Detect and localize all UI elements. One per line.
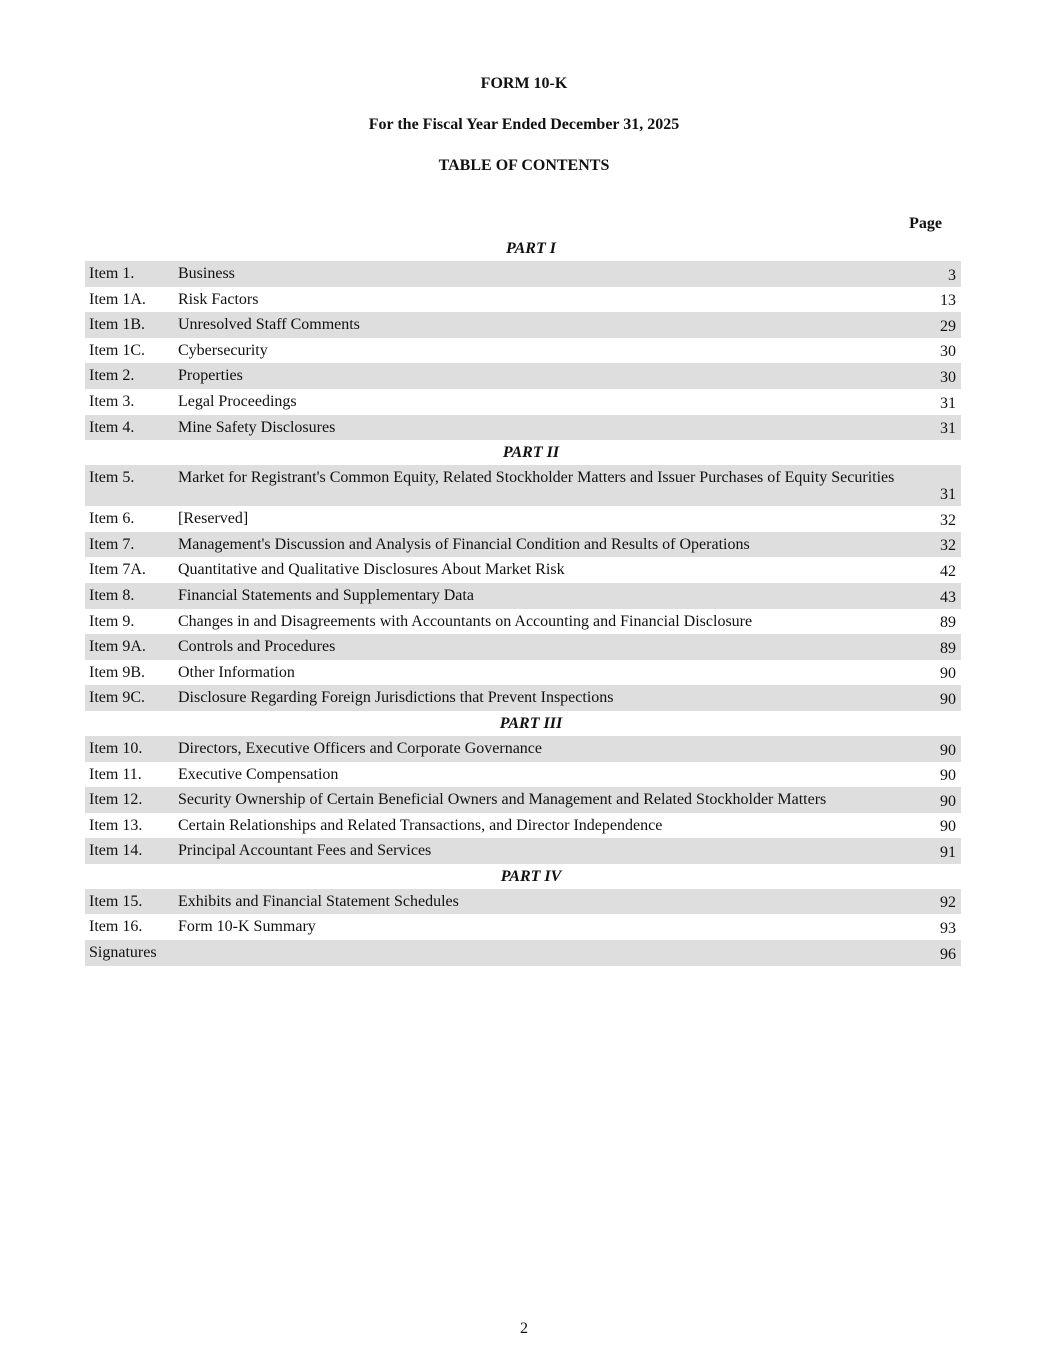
- toc-row-item-7a[interactable]: [85, 557, 961, 583]
- toc-row-item-10[interactable]: [85, 736, 961, 762]
- item-number: Item 3.: [89, 392, 135, 410]
- toc-row-item-12[interactable]: [85, 787, 961, 813]
- part-heading-1: PART I: [506, 240, 556, 257]
- toc-row-item-7[interactable]: [85, 532, 961, 558]
- item-number: Item 9.: [89, 612, 135, 630]
- item-number: Item 13.: [89, 816, 143, 834]
- toc-row-item-9c[interactable]: [85, 685, 961, 711]
- item-title[interactable]: Directors, Executive Officers and Corporate Governance: [178, 739, 542, 757]
- item-number: Item 6.: [89, 510, 135, 528]
- part-heading-4: PART IV: [500, 867, 562, 885]
- item-number: Item 1.: [89, 265, 135, 282]
- item-page: 3: [948, 266, 956, 284]
- item-number: Item 5.: [89, 469, 135, 487]
- item-page: 29: [940, 317, 956, 335]
- fiscal-year-heading: For the Fiscal Year Ended December 31, 2025: [368, 116, 680, 133]
- toc-row-item-11[interactable]: [85, 762, 961, 788]
- toc-row-item-1[interactable]: [85, 261, 961, 287]
- item-number: Item 1B.: [89, 316, 145, 334]
- item-number: Item 2.: [89, 367, 135, 385]
- toc-row-item-3[interactable]: [85, 389, 961, 415]
- item-page: 31: [940, 420, 956, 438]
- toc-row-item-13[interactable]: [85, 813, 961, 839]
- item-page: 92: [940, 894, 956, 912]
- item-title[interactable]: Changes in and Disagreements with Accountants on Accounting and Financial Disclosure: [178, 612, 753, 630]
- item-page: 96: [940, 945, 956, 963]
- toc-row-item-14[interactable]: [85, 838, 961, 864]
- item-page: 42: [940, 562, 956, 580]
- item-page: 89: [940, 614, 956, 632]
- toc-row-signatures[interactable]: [85, 940, 961, 966]
- item-title[interactable]: Form 10-K Summary: [178, 918, 316, 936]
- page-column-header: Page: [909, 215, 942, 232]
- page-number: 2: [520, 1320, 528, 1337]
- toc-row-item-4[interactable]: [85, 415, 961, 441]
- item-page: 91: [940, 843, 956, 861]
- item-title[interactable]: Exhibits and Financial Statement Schedules: [178, 892, 459, 910]
- item-title[interactable]: Certain Relationships and Related Transactions, and Director Independence: [178, 816, 663, 834]
- toc-row-item-9[interactable]: [85, 609, 961, 635]
- item-page: 93: [940, 920, 956, 938]
- toc-row-item-5[interactable]: [85, 465, 961, 506]
- item-page: 90: [940, 767, 956, 785]
- item-page: 32: [940, 537, 956, 555]
- toc-row-item-9b[interactable]: [85, 660, 961, 686]
- part-heading-3: PART III: [499, 714, 563, 732]
- signatures-label[interactable]: Signatures: [89, 944, 157, 962]
- item-page: 90: [940, 665, 956, 683]
- item-page: 90: [940, 690, 956, 708]
- item-page: 30: [940, 343, 956, 361]
- item-number: Item 10.: [89, 739, 143, 757]
- toc-row-item-1c[interactable]: [85, 338, 961, 364]
- item-number: Item 7A.: [89, 561, 146, 579]
- item-number: Item 7.: [89, 535, 135, 553]
- toc-row-item-6[interactable]: [85, 506, 961, 532]
- toc-row-item-1b[interactable]: [85, 312, 961, 338]
- item-title[interactable]: Mine Safety Disclosures: [178, 418, 336, 436]
- item-page: 90: [940, 818, 956, 836]
- toc-row-item-15[interactable]: [85, 889, 961, 915]
- item-page: 31: [940, 394, 956, 412]
- item-title[interactable]: Quantitative and Qualitative Disclosures About Market Risk: [178, 561, 565, 579]
- item-page: 31: [940, 486, 956, 504]
- toc-row-item-2[interactable]: [85, 363, 961, 389]
- item-title[interactable]: Principal Accountant Fees and Services: [178, 842, 432, 860]
- item-title[interactable]: Properties: [178, 367, 243, 385]
- item-number: Item 9C.: [89, 689, 145, 707]
- item-number: Item 11.: [89, 765, 142, 783]
- item-number: Item 4.: [89, 418, 135, 436]
- item-page: 30: [940, 368, 956, 386]
- item-title[interactable]: Market for Registrant's Common Equity, Related Stockholder Matters and Issuer Purchases of Equity Securities: [178, 469, 895, 487]
- item-title[interactable]: Disclosure Regarding Foreign Jurisdictions that Prevent Inspections: [178, 689, 614, 707]
- item-page: 43: [940, 588, 956, 606]
- toc-row-item-16[interactable]: [85, 914, 961, 940]
- toc-row-item-1a[interactable]: [85, 287, 961, 313]
- item-title[interactable]: Controls and Procedures: [178, 638, 336, 656]
- toc-row-item-9a[interactable]: [85, 634, 961, 660]
- item-number: Item 9B.: [89, 663, 145, 681]
- item-title[interactable]: Management's Discussion and Analysis of Financial Condition and Results of Operations: [178, 535, 750, 553]
- item-page: 13: [940, 292, 956, 310]
- item-title[interactable]: Financial Statements and Supplementary Data: [178, 586, 474, 604]
- form-title: FORM 10-K: [480, 75, 568, 92]
- item-page: 90: [940, 741, 956, 759]
- item-title[interactable]: Business: [178, 265, 235, 282]
- item-number: Item 9A.: [89, 638, 146, 656]
- item-number: Item 1C.: [89, 341, 145, 359]
- table-of-contents: [85, 236, 961, 966]
- part-heading-2: PART II: [502, 444, 560, 462]
- item-title[interactable]: Cybersecurity: [178, 341, 268, 359]
- item-number: Item 14.: [89, 842, 143, 860]
- item-title[interactable]: Legal Proceedings: [178, 392, 297, 410]
- item-page: 89: [940, 639, 956, 657]
- item-number: Item 16.: [89, 918, 143, 936]
- item-title[interactable]: Security Ownership of Certain Beneficial Owners and Management and Related Stockholder Matters: [178, 791, 827, 809]
- item-number: Item 15.: [89, 892, 143, 910]
- item-number: Item 12.: [89, 791, 143, 809]
- item-title[interactable]: Executive Compensation: [178, 765, 339, 783]
- toc-row-item-8[interactable]: [85, 583, 961, 609]
- item-title[interactable]: Unresolved Staff Comments: [178, 316, 360, 334]
- item-number: Item 1A.: [89, 290, 146, 308]
- item-title[interactable]: Risk Factors: [178, 290, 259, 308]
- item-page: 32: [940, 511, 956, 529]
- item-number: Item 8.: [89, 586, 135, 604]
- item-title[interactable]: [Reserved]: [178, 510, 249, 528]
- toc-title: TABLE OF CONTENTS: [438, 157, 610, 174]
- item-title[interactable]: Other Information: [178, 663, 295, 681]
- item-page: 90: [940, 792, 956, 810]
